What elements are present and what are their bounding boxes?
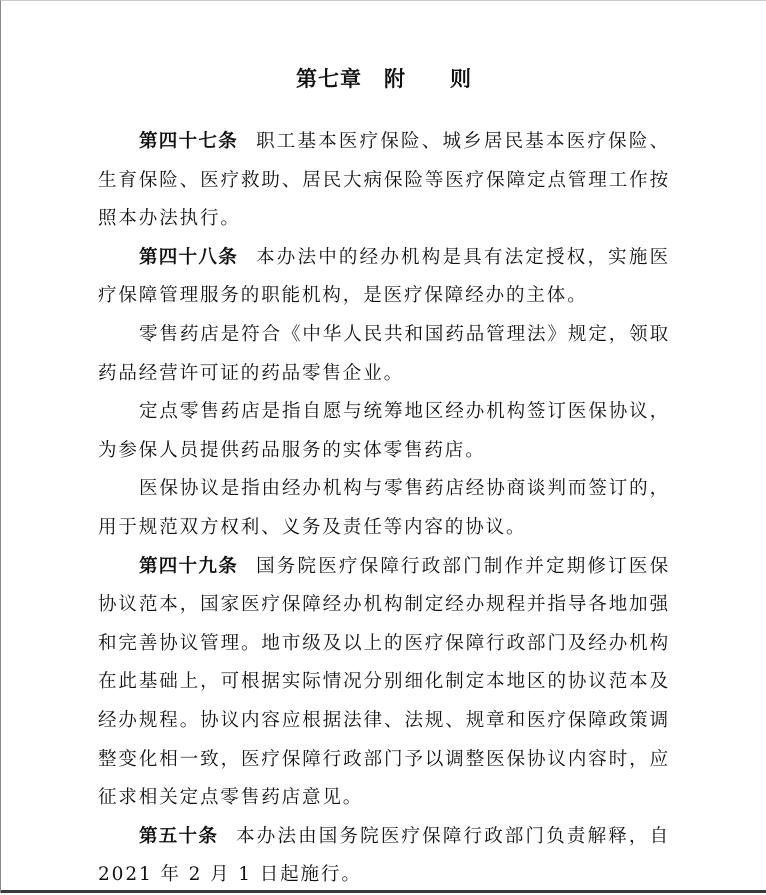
retail-pharmacy-definition [98,316,670,393]
insurance-agreement-text: 医保协议是指由经办机构与零售药店经协商谈判而签订的，用于规范双方权利、义务及责任等内容的协议。 [98,478,670,538]
retail-pharmacy-text: 零售药店是符合《中华人民共和国药品管理法》规定，领取药品经营许可证的药品零售企业。 [98,323,670,384]
article-47-paragraph [98,123,670,239]
designated-pharmacy-text: 定点零售药店是指自愿与统筹地区经办机构签订医保协议，为参保人员提供药品服务的实体零售药店。 [98,401,670,461]
article-47-text: 职工基本医疗保险、城乡居民基本医疗保险、生育保险、医疗救助、居民大病保险等医疗保障定点管理工作按照本办法执行。 [98,131,670,230]
article-48-paragraph [98,239,670,316]
designated-pharmacy-definition [98,393,670,470]
article-47-heading: 第四十七条 [139,131,239,152]
article-49-paragraph [98,548,670,818]
chapter-title: 第七章 附 则 [296,67,472,91]
document-body [98,123,670,895]
article-49-heading: 第四十九条 [139,555,239,577]
article-48-heading: 第四十八条 [139,246,239,268]
insurance-agreement-definition [98,470,670,547]
article-50-text: 本办法由国务院医疗保障行政部门负责解释，自2021 年 2 月 1 日起施行。 [98,825,670,886]
article-48-text: 本办法中的经办机构是具有法定授权，实施医疗保障管理服务的职能机构，是医疗保障经办的主体。 [98,246,670,307]
article-49-text: 国务院医疗保障行政部门制作并定期修订医保协议范本，国家医疗保障经办机构制定经办规程并指导各地加强和完善协议管理。地市级及以上的医疗保障行政部门及经办机构在此基础上，可根据实际情况分别细化制定本地区的协议范本及经办规程。协议内容应根据法律、法规、规章和医疗保障政策调整变化相一致，医疗保障行政部门予以调整医保协议内容时，应征求相关定点零售药店意见。 [98,555,670,809]
article-50-paragraph [98,818,670,895]
article-50-heading: 第五十条 [139,825,219,847]
